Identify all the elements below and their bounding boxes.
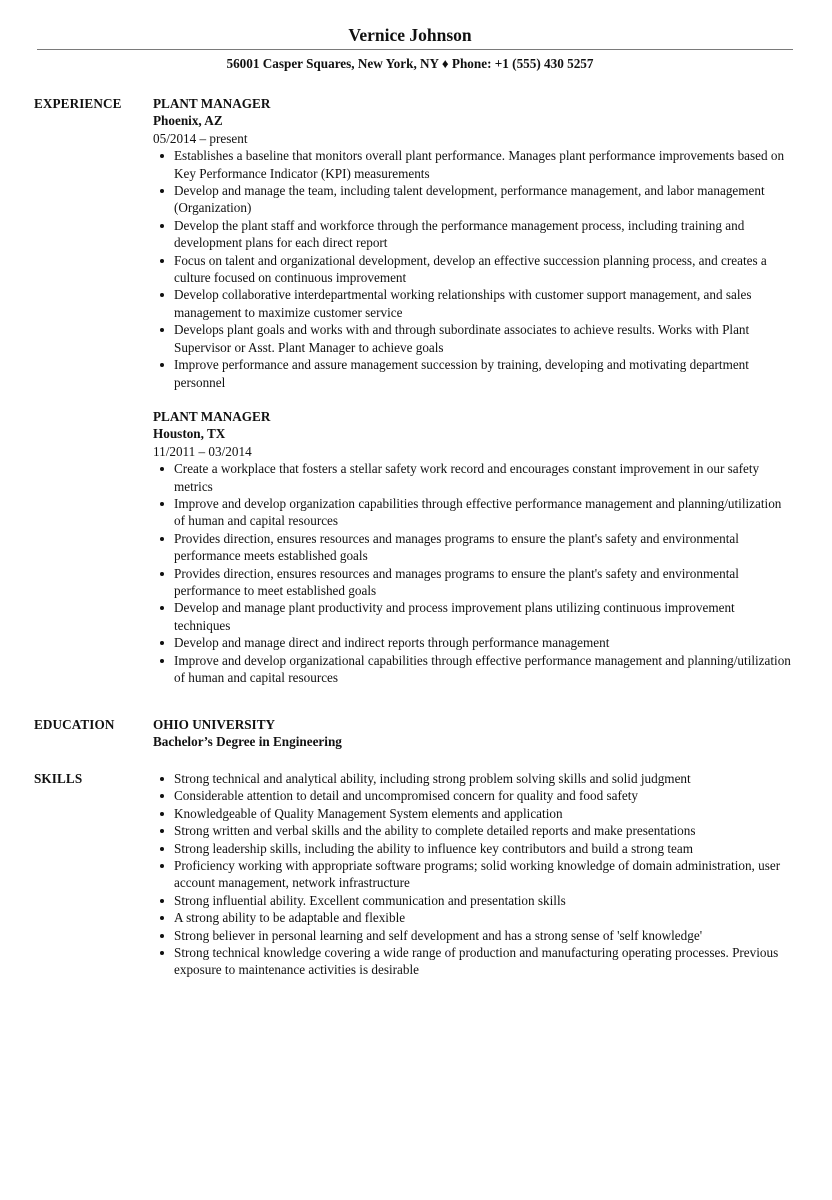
bullet-item: Improve and develop organizational capabilities through effective performance management and planning/utilization of human and capital resources bbox=[153, 652, 793, 687]
bullet-item: Develop and manage direct and indirect reports through performance management bbox=[153, 634, 793, 651]
bullet-item: Improve performance and assure management succession by training, developing and motivating department personnel bbox=[153, 356, 793, 391]
school-name: OHIO UNIVERSITY bbox=[153, 717, 276, 732]
bullet-item: Provides direction, ensures resources and manages programs to ensure the plant's safety and environmental performance to meet established goals bbox=[153, 565, 793, 600]
skill-item: Knowledgeable of Quality Management System elements and application bbox=[153, 805, 793, 822]
job-entry bbox=[153, 408, 793, 687]
skills-body bbox=[153, 770, 793, 979]
experience-body bbox=[153, 95, 793, 703]
bullet-item: Develop the plant staff and workforce through the performance management process, including training and development plans for each direct report bbox=[153, 217, 793, 252]
skill-item: Strong technical knowledge covering a wide range of production and manufacturing operating processes. Previous exposure to maintenance activities is desirable bbox=[153, 944, 793, 979]
skill-item: A strong ability to be adaptable and flexible bbox=[153, 909, 793, 926]
skills-list bbox=[153, 770, 793, 979]
skill-item: Considerable attention to detail and uncompromised concern for quality and food safety bbox=[153, 787, 793, 804]
job-location: Phoenix, AZ bbox=[153, 113, 223, 129]
skill-item: Strong leadership skills, including the ability to influence key contributors and build a strong team bbox=[153, 840, 793, 857]
education-heading: EDUCATION bbox=[34, 717, 115, 732]
job-entry bbox=[153, 95, 793, 391]
bullet-item: Develop and manage the team, including talent development, performance management, and labor management (Organization) bbox=[153, 182, 793, 217]
bullet-item: Improve and develop organization capabilities through effective performance management and planning/utilization of human and capital resources bbox=[153, 495, 793, 530]
bullet-item: Establishes a baseline that monitors overall plant performance. Manages plant performance improvements based on Key Performance Indicator (KPI) measurements bbox=[153, 147, 793, 182]
experience-heading: EXPERIENCE bbox=[34, 96, 122, 111]
education-body bbox=[153, 716, 793, 751]
job-dates: 05/2014 – present bbox=[153, 130, 248, 146]
skill-item: Proficiency working with appropriate software programs; solid working knowledge of domain administration, user account management, network infrastructure bbox=[153, 857, 793, 892]
job-location: Houston, TX bbox=[153, 426, 226, 442]
job-bullets bbox=[153, 460, 793, 686]
degree-name: Bachelor’s Degree in Engineering bbox=[153, 734, 342, 750]
job-title: PLANT MANAGER bbox=[153, 96, 271, 111]
job-title: PLANT MANAGER bbox=[153, 408, 271, 424]
bullet-item: Provides direction, ensures resources and manages programs to ensure the plant's safety and environmental performance meets established goals bbox=[153, 530, 793, 565]
job-dates: 11/2011 – 03/2014 bbox=[153, 443, 252, 459]
skills-heading: SKILLS bbox=[34, 771, 83, 786]
bullet-item: Create a workplace that fosters a stellar safety work record and encourages constant improvement in our safety metrics bbox=[153, 460, 793, 495]
bullet-item: Develop collaborative interdepartmental working relationships with customer support management, and sales management to maximize customer service bbox=[153, 286, 793, 321]
candidate-name: Vernice Johnson bbox=[348, 25, 472, 45]
skill-item: Strong believer in personal learning and self development and has a strong sense of 'self knowledge' bbox=[153, 927, 793, 944]
bullet-item: Develop and manage plant productivity and process improvement plans utilizing continuous improvement techniques bbox=[153, 599, 793, 634]
skill-item: Strong technical and analytical ability, including strong problem solving skills and solid judgment bbox=[153, 770, 793, 787]
skill-item: Strong written and verbal skills and the ability to complete detailed reports and make presentations bbox=[153, 822, 793, 839]
bullet-item: Focus on talent and organizational development, develop an effective succession planning process, and creates a culture focused on continuous improvement bbox=[153, 252, 793, 287]
header-divider bbox=[37, 49, 793, 50]
skill-item: Strong influential ability. Excellent communication and presentation skills bbox=[153, 892, 793, 909]
bullet-item: Develops plant goals and works with and through subordinate associates to achieve results. Works with Plant Supervisor or Asst. Plant Manager to achieve goals bbox=[153, 321, 793, 356]
contact-line: 56001 Casper Squares, New York, NY ♦ Phone: +1 (555) 430 5257 bbox=[226, 56, 594, 71]
job-bullets bbox=[153, 147, 793, 391]
